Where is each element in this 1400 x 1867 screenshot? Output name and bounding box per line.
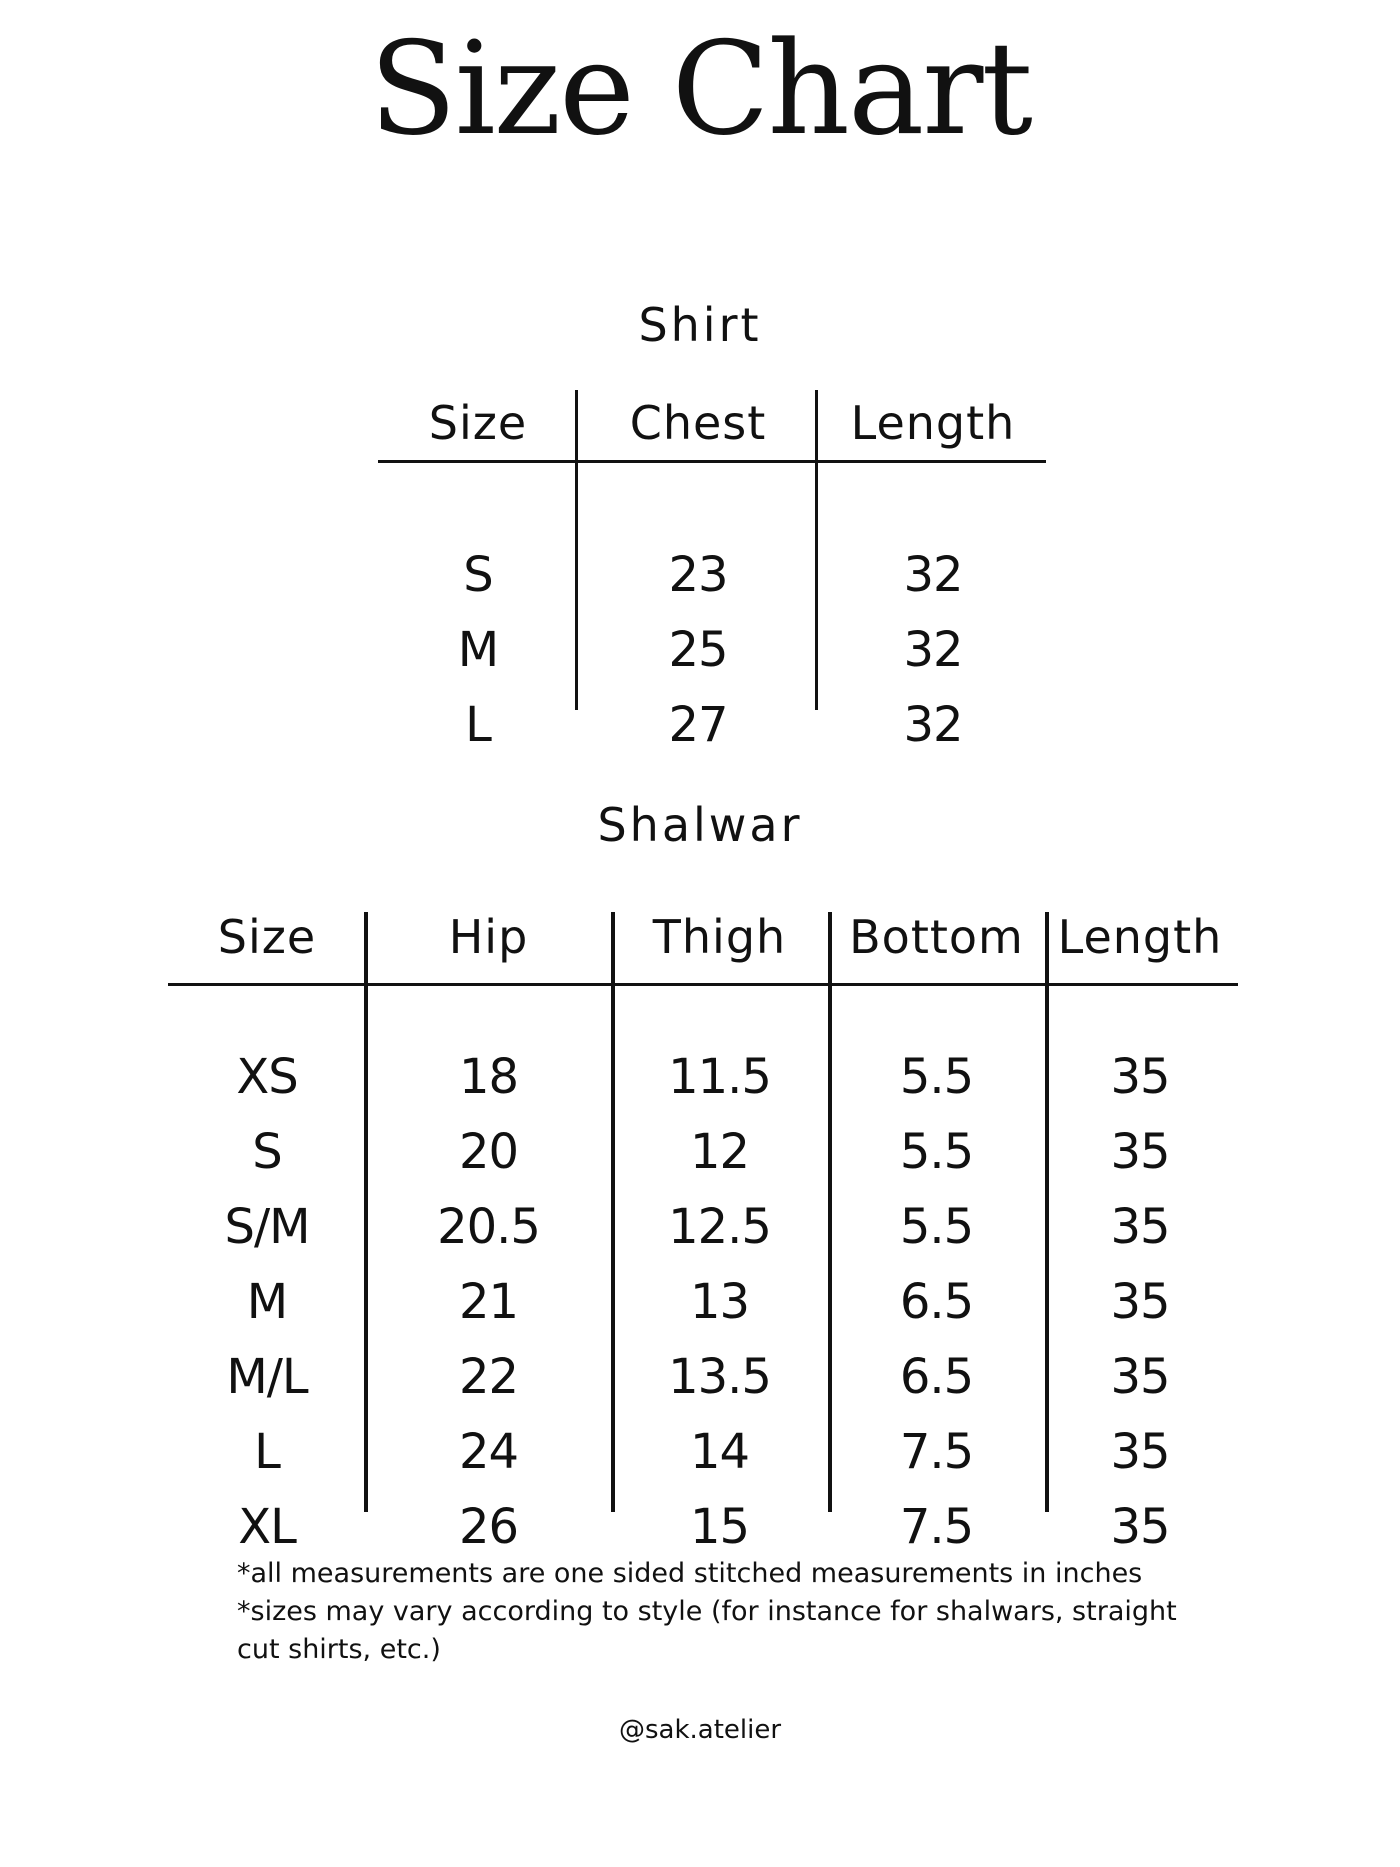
table-row <box>378 688 1048 763</box>
shalwar-cell-bottom: 5.5 <box>899 1199 974 1255</box>
shalwar-cell-length: 35 <box>1110 1349 1170 1405</box>
shirt-column-divider <box>815 390 818 710</box>
note-line: *sizes may vary according to style (for instance for shalwars, straight <box>237 1596 1177 1627</box>
shalwar-header-bottom: Bottom <box>849 910 1024 964</box>
shalwar-cell-size: M/L <box>226 1349 308 1405</box>
shirt-header-chest: Chest <box>629 396 767 450</box>
shirt-cell-size: L <box>465 697 491 753</box>
shalwar-cell-hip: 21 <box>458 1274 519 1330</box>
shirt-cell-length: 32 <box>903 622 963 678</box>
shalwar-header-thigh: Thigh <box>652 910 787 964</box>
shirt-header-divider <box>378 460 1046 463</box>
shirt-section-title: Shirt <box>638 298 762 352</box>
shalwar-cell-bottom: 5.5 <box>899 1124 974 1180</box>
shirt-cell-length: 32 <box>903 547 963 603</box>
shalwar-cell-length: 35 <box>1110 1049 1170 1105</box>
shalwar-cell-thigh: 13 <box>689 1274 750 1330</box>
shirt-cell-size: M <box>457 622 499 678</box>
shalwar-cell-bottom: 7.5 <box>899 1424 974 1480</box>
table-row <box>168 1340 1235 1415</box>
shirt-table-header <box>378 388 1048 458</box>
shalwar-cell-hip: 26 <box>458 1499 519 1555</box>
shalwar-cell-bottom: 6.5 <box>899 1274 974 1330</box>
shirt-table <box>378 388 1048 763</box>
shalwar-cell-size: XL <box>238 1499 296 1555</box>
shalwar-cell-hip: 18 <box>458 1049 519 1105</box>
shalwar-header-hip: Hip <box>448 910 529 964</box>
shalwar-header-length: Length <box>1057 910 1223 964</box>
shirt-cell-chest: 25 <box>668 622 728 678</box>
shalwar-table <box>168 902 1235 1565</box>
shalwar-cell-length: 35 <box>1110 1124 1170 1180</box>
shalwar-cell-bottom: 5.5 <box>899 1049 974 1105</box>
shalwar-cell-thigh: 11.5 <box>668 1049 771 1105</box>
shalwar-cell-length: 35 <box>1110 1499 1170 1555</box>
shalwar-cell-thigh: 12 <box>689 1124 750 1180</box>
social-handle: @sak.atelier <box>618 1715 782 1745</box>
shalwar-header-divider <box>168 983 1238 986</box>
table-row <box>168 1190 1235 1265</box>
shirt-cell-size: S <box>463 547 493 603</box>
shalwar-cell-length: 35 <box>1110 1199 1170 1255</box>
note-line: cut shirts, etc.) <box>237 1634 441 1665</box>
page-title: Size Chart <box>369 15 1031 164</box>
shalwar-cell-hip: 20.5 <box>437 1199 540 1255</box>
note-line: *all measurements are one sided stitched measurements in inches <box>237 1558 1143 1589</box>
shalwar-cell-hip: 24 <box>458 1424 519 1480</box>
table-row <box>378 538 1048 613</box>
shalwar-cell-size: XS <box>236 1049 298 1105</box>
shalwar-cell-size: S/M <box>224 1199 310 1255</box>
shalwar-cell-length: 35 <box>1110 1424 1170 1480</box>
table-row <box>168 1265 1235 1340</box>
shirt-header-size: Size <box>428 396 528 450</box>
table-row <box>168 1415 1235 1490</box>
shirt-header-length: Length <box>850 396 1016 450</box>
measurement-notes <box>237 1555 1237 1669</box>
shalwar-cell-hip: 22 <box>458 1349 519 1405</box>
shalwar-cell-thigh: 15 <box>689 1499 750 1555</box>
table-row <box>168 1040 1235 1115</box>
shalwar-column-divider <box>364 912 368 1512</box>
shalwar-table-header <box>168 902 1235 972</box>
shalwar-cell-bottom: 7.5 <box>899 1499 974 1555</box>
shirt-cell-length: 32 <box>903 697 963 753</box>
shirt-cell-chest: 27 <box>668 697 728 753</box>
shalwar-cell-size: M <box>246 1274 288 1330</box>
shalwar-cell-bottom: 6.5 <box>899 1349 974 1405</box>
shalwar-cell-length: 35 <box>1110 1274 1170 1330</box>
table-row <box>378 613 1048 688</box>
shalwar-cell-thigh: 13.5 <box>668 1349 771 1405</box>
table-row <box>168 1115 1235 1190</box>
table-row <box>168 1490 1235 1565</box>
shalwar-column-divider <box>828 912 832 1512</box>
shalwar-header-size: Size <box>217 910 317 964</box>
shalwar-section-title: Shalwar <box>597 798 803 852</box>
shalwar-column-divider <box>611 912 615 1512</box>
shirt-cell-chest: 23 <box>668 547 728 603</box>
shalwar-cell-thigh: 14 <box>689 1424 750 1480</box>
shirt-column-divider <box>575 390 578 710</box>
shalwar-cell-thigh: 12.5 <box>668 1199 771 1255</box>
shalwar-cell-hip: 20 <box>458 1124 519 1180</box>
shalwar-cell-size: S <box>252 1124 282 1180</box>
shalwar-column-divider <box>1045 912 1049 1512</box>
shalwar-cell-size: L <box>254 1424 280 1480</box>
